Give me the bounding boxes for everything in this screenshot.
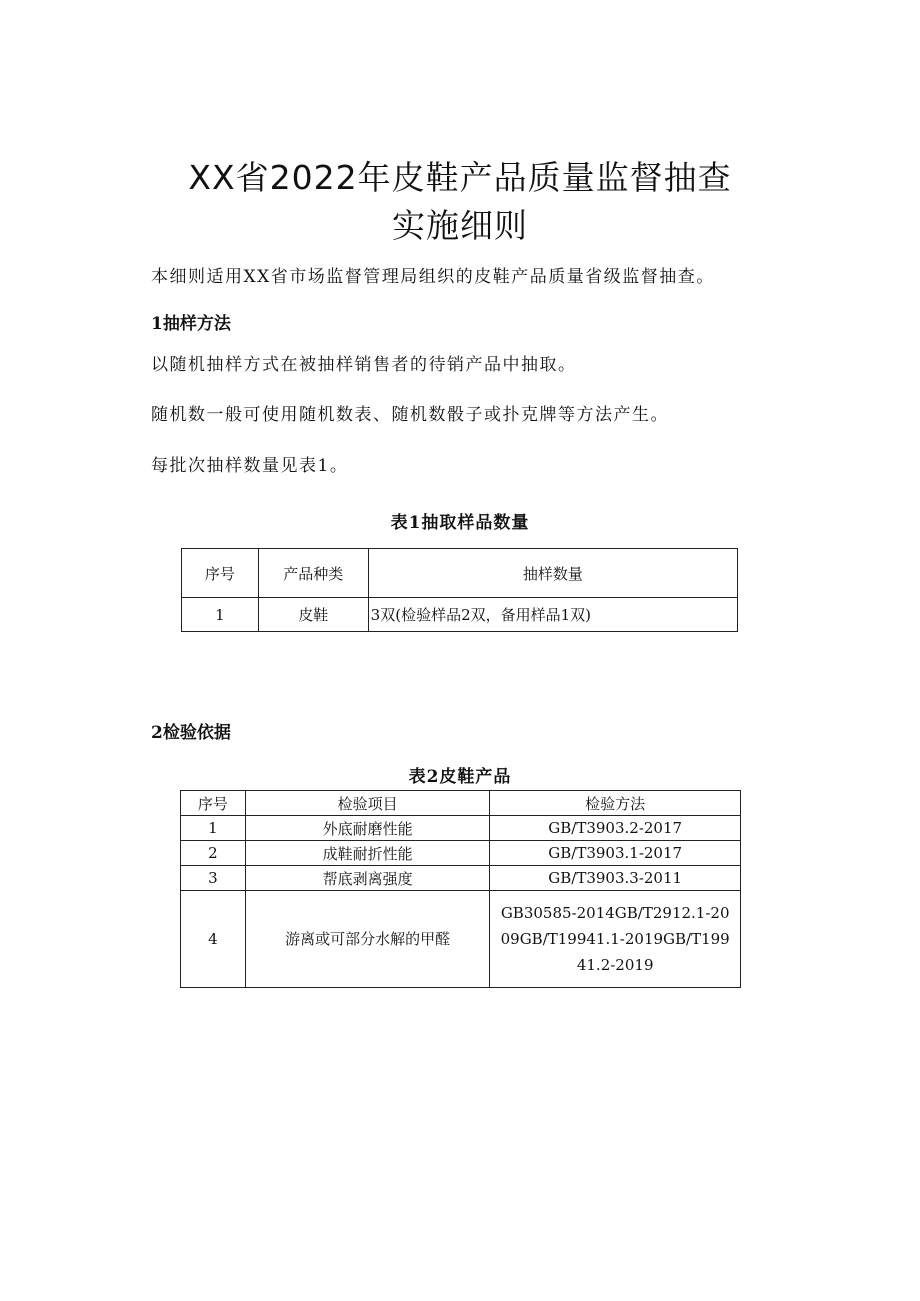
table-cell: 1 bbox=[182, 598, 259, 632]
table-cell: 3双(检验样品2双，备用样品1双) bbox=[368, 598, 737, 632]
table-cell: GB/T3903.3-2011 bbox=[490, 866, 741, 891]
table-cell: GB30585-2014GB/T2912.1-2009GB/T19941.1-2019GB/T19941.2-2019 bbox=[490, 891, 741, 988]
table-header-row bbox=[181, 791, 741, 816]
table-header-cell: 检验方法 bbox=[490, 791, 741, 816]
table-cell: GB/T3903.1-2017 bbox=[490, 841, 741, 866]
table-row bbox=[182, 598, 738, 632]
intro-paragraph: 本细则适用XX省市场监督管理局组织的皮鞋产品质量省级监督抽查。 bbox=[151, 267, 715, 287]
table-header-cell: 序号 bbox=[181, 791, 246, 816]
table-cell: 4 bbox=[181, 891, 246, 988]
table-row bbox=[181, 816, 741, 841]
table-cell: 皮鞋 bbox=[258, 598, 368, 632]
section1-paragraph-3: 每批次抽样数量见表1。 bbox=[151, 456, 349, 476]
table-cell: 2 bbox=[181, 841, 246, 866]
table-row bbox=[181, 866, 741, 891]
table-cell: 1 bbox=[181, 816, 246, 841]
inspection-basis-table bbox=[180, 790, 741, 988]
table-cell: 成鞋耐折性能 bbox=[245, 841, 489, 866]
section2-heading: 2检验依据 bbox=[151, 723, 231, 743]
table-cell: 帮底剥离强度 bbox=[245, 866, 489, 891]
table-header-cell: 产品种类 bbox=[258, 549, 368, 598]
table-header-cell: 检验项目 bbox=[245, 791, 489, 816]
table-cell: 游离或可部分水解的甲醛 bbox=[245, 891, 489, 988]
table-cell: 外底耐磨性能 bbox=[245, 816, 489, 841]
table-cell: 3 bbox=[181, 866, 246, 891]
section1-heading: 1抽样方法 bbox=[151, 314, 231, 334]
table1-caption: 表1抽取样品数量 bbox=[390, 513, 530, 533]
table-cell: GB/T3903.2-2017 bbox=[490, 816, 741, 841]
section1-paragraph-1: 以随机抽样方式在被抽样销售者的待销产品中抽取。 bbox=[151, 355, 577, 375]
document-title-line2: 实施细则 bbox=[392, 206, 528, 245]
table-header-cell: 抽样数量 bbox=[368, 549, 737, 598]
table-row bbox=[181, 891, 741, 988]
table-header-row bbox=[182, 549, 738, 598]
document-title-line1: XX省2022年皮鞋产品质量监督抽查 bbox=[188, 158, 732, 197]
table2-caption: 表2皮鞋产品 bbox=[408, 767, 512, 787]
table-row bbox=[181, 841, 741, 866]
table-header-cell: 序号 bbox=[182, 549, 259, 598]
section1-paragraph-2: 随机数一般可使用随机数表、随机数骰子或扑克牌等方法产生。 bbox=[151, 405, 669, 425]
sampling-quantity-table bbox=[181, 548, 738, 632]
